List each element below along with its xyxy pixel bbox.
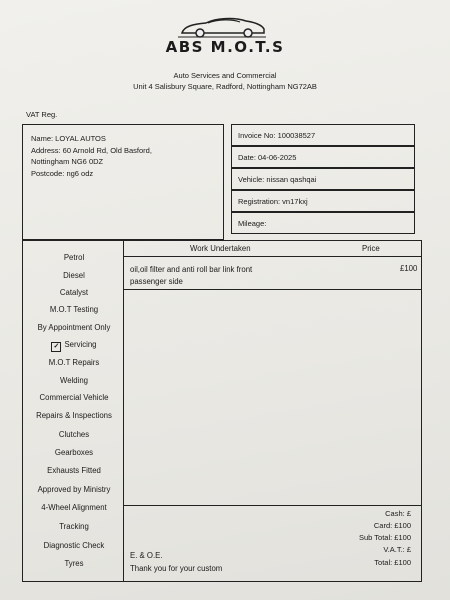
service-item: 4-Wheel Alignment	[41, 503, 107, 512]
work-price: £100	[400, 264, 418, 273]
invoice-number: Invoice No: 100038527	[231, 124, 415, 146]
service-item: Approved by Ministry	[37, 485, 111, 494]
thank-you-note: Thank you for your custom	[130, 564, 223, 573]
checkbox-checked-icon: ✓	[51, 342, 61, 352]
service-item: Diesel	[63, 271, 85, 280]
service-item: Gearboxes	[54, 448, 94, 457]
sub-total: Sub Total: £100	[359, 533, 411, 542]
customer-address-line2: Nottingham NG6 0DZ	[31, 157, 104, 166]
invoice-date: Date: 04-06-2025	[231, 146, 415, 168]
services-column	[22, 240, 124, 582]
service-item: M.O.T Repairs	[48, 358, 100, 367]
service-item: Petrol	[63, 253, 85, 262]
customer-name: Name: LOYAL AUTOS	[31, 134, 106, 143]
registration-field: Registration: vn17kxj	[231, 190, 415, 212]
vat-reg: VAT Reg.	[26, 110, 58, 119]
row-divider	[124, 289, 421, 290]
vat-total: V.A.T.: £	[383, 545, 411, 554]
price-header: Price	[362, 244, 380, 253]
customer-postcode: Postcode: ng6 odz	[31, 168, 94, 178]
service-item: Diagnostic Check	[43, 541, 105, 550]
customer-box	[22, 124, 224, 240]
eoe-note: E. & O.E.	[130, 551, 163, 560]
mileage-field: Mileage:	[231, 212, 415, 234]
header-divider	[124, 256, 421, 257]
work-table	[124, 240, 422, 582]
service-item: Commercial Vehicle	[39, 393, 109, 402]
vehicle-field: Vehicle: nissan qashqai	[231, 168, 415, 190]
grand-total: Total: £100	[374, 558, 411, 567]
service-item: Repairs & Inspections	[36, 411, 112, 420]
service-item: ✓ Servicing	[23, 340, 125, 352]
work-header: Work Undertaken	[190, 244, 251, 253]
tagline: Auto Services and Commercial	[173, 71, 277, 80]
company-address: Unit 4 Salisbury Square, Radford, Nottingham NG72AB	[133, 82, 317, 91]
card-total: Card: £100	[373, 521, 411, 530]
service-item: Tyres	[64, 559, 84, 568]
service-item: Catalyst	[59, 288, 89, 297]
work-description: oil,oil filter and anti roll bar link front passenger side	[130, 265, 253, 286]
service-item: Welding	[59, 376, 89, 385]
service-item: Exhausts Fitted	[47, 466, 101, 475]
service-item: Tracking	[59, 522, 89, 531]
service-item: M.O.T Testing	[49, 305, 99, 314]
cash-total: Cash: £	[385, 509, 411, 518]
service-item: By Appointment Only	[37, 323, 111, 332]
totals-divider	[124, 505, 421, 506]
customer-address-line1: Address: 60 Arnold Rd, Old Basford,	[31, 145, 152, 155]
service-item: Clutches	[58, 430, 90, 439]
sports-car-icon	[176, 14, 268, 40]
brand-name: ABS M.O.T.S	[165, 38, 285, 56]
